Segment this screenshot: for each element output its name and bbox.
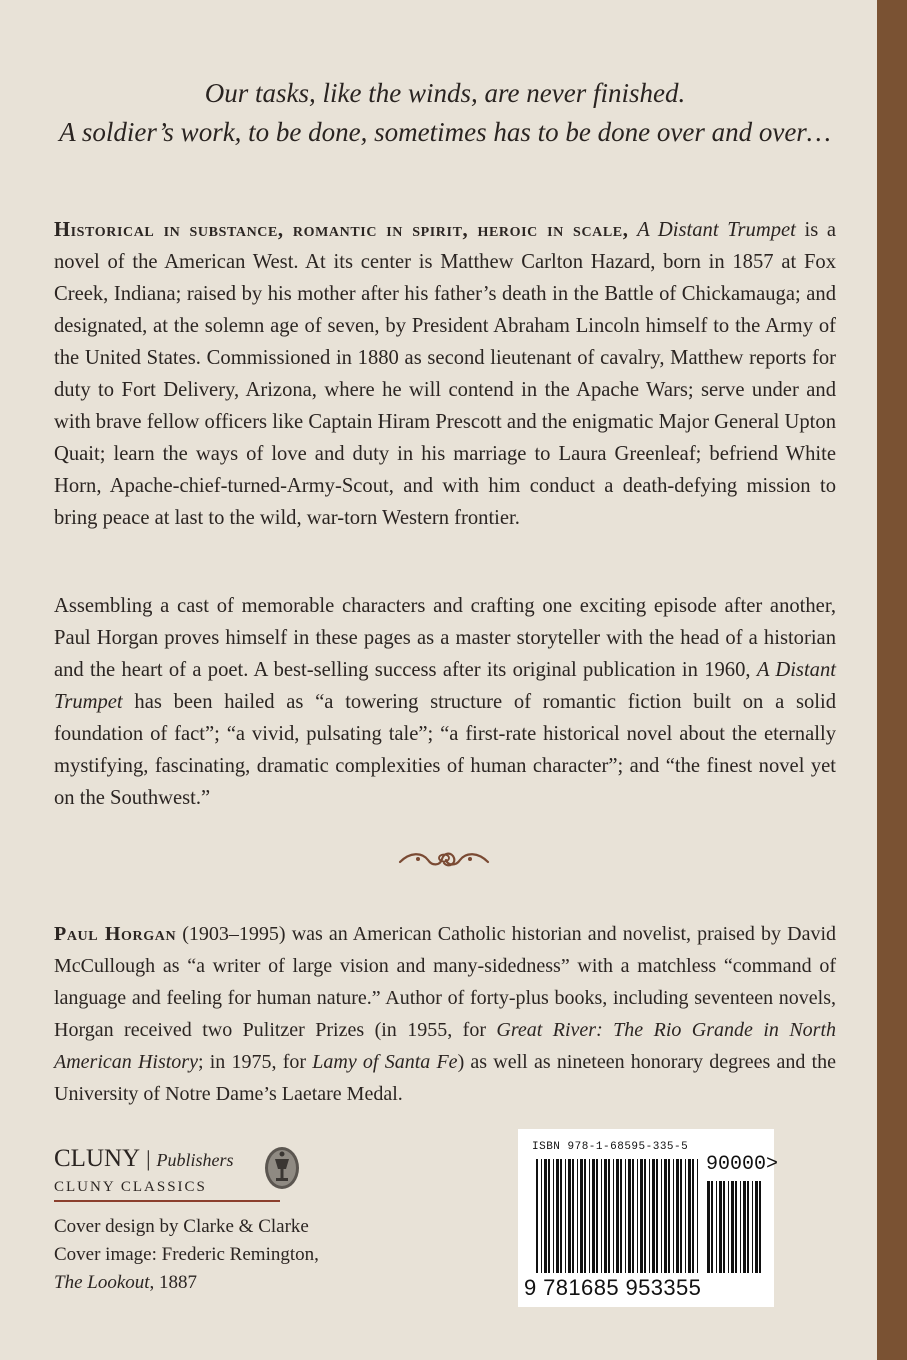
isbn-text: ISBN 978-1-68595-335-5 — [532, 1141, 689, 1153]
cover-credits — [54, 1213, 374, 1297]
publisher-name: CLUNY — [54, 1145, 141, 1172]
barcode-bar — [644, 1159, 646, 1273]
barcode-bar — [596, 1159, 598, 1273]
barcode-bar — [568, 1159, 571, 1273]
barcode-bar — [616, 1159, 619, 1273]
barcode-bar — [719, 1181, 722, 1273]
artwork-credit — [54, 1269, 374, 1297]
barcode-bar — [652, 1159, 655, 1273]
barcode-bar — [572, 1159, 574, 1273]
barcode-bar — [584, 1159, 586, 1273]
award-book-1: Great River: The Rio Grande in North American History — [54, 1019, 837, 1073]
barcode-bar — [692, 1159, 694, 1273]
description-body-2: Assembling a cast of memorable characters and crafting one exciting episode after another, Paul Horgan proves himself in these pages as a master storyteller with the head of a historian and the heart of a poet. A best-selling success after its original publication in 1960, — [54, 595, 836, 681]
addon-barcode-bars — [707, 1181, 765, 1273]
barcode-bar — [589, 1159, 590, 1273]
barcode-bar — [731, 1181, 734, 1273]
barcode-bar — [560, 1159, 562, 1273]
barcode-bar — [625, 1159, 626, 1273]
barcode-bar — [656, 1159, 658, 1273]
barcode-bar — [664, 1159, 667, 1273]
author-bio-text-2: ; in 1975, for — [197, 1051, 307, 1073]
barcode-bar — [688, 1159, 691, 1273]
description-lead: Historical in substance, romantic in spirit, heroic in scale, — [54, 219, 629, 241]
barcode-bar — [747, 1181, 749, 1273]
author-name: Paul Horgan — [54, 923, 177, 945]
barcode-bar — [632, 1159, 634, 1273]
barcode-bar — [752, 1181, 753, 1273]
barcode-bar — [716, 1181, 717, 1273]
award-book-2: Lamy of Santa Fe — [312, 1051, 458, 1073]
author-bio-text-1: (1903–1995) was an American Catholic historian and novelist, praised by David McCullough as “a writer of large vision and many-sidedness” with a matchless “command of language and feeling for human nature.” Author of forty-plus books, including seventeen novels, Horgan received two Pulitzer Prizes (in 1955, for — [54, 923, 836, 1041]
series-name: CLUNY CLASSICS — [54, 1179, 207, 1195]
barcode-bar — [661, 1159, 662, 1273]
publisher-seal-icon — [262, 1145, 302, 1191]
ean-barcode-bars — [536, 1159, 702, 1273]
description-paragraph-2 — [54, 590, 836, 814]
barcode-bar — [536, 1159, 538, 1273]
barcode-bar — [743, 1181, 746, 1273]
publisher-block — [54, 1144, 280, 1196]
barcode-bar — [707, 1181, 710, 1273]
barcode-bar — [613, 1159, 614, 1273]
barcode-bar — [640, 1159, 643, 1273]
book-title-ref-2: A Distant Trumpet — [54, 659, 836, 713]
artwork-year: , 1887 — [149, 1272, 198, 1293]
barcode-bar — [755, 1181, 758, 1273]
description-body: is a novel of the American West. At its center is Matthew Carlton Hazard, born in 1857 at Fox Creek, Indiana; raised by his mother after his father’s death in the Battle of Chickamauga; and designated, at the solemn age of seven, by President Abraham Lincoln himself to the Army of the United States. Commissioned in 1880 as second lieutenant of cavalry, Matthew reports for duty to Fort Delivery, Arizona, where he will contend in the Apache Wars; serve under and with brave fellow officers like Captain Hiram Prescott and the enigmatic Major General Upton Quait; learn the ways of love and duty in his marriage to Laura Greenleaf; befriend White Horn, Apache-chief-turned-Army-Scout, and with him conduct a death-defying mission to bring peace at last to the wild, war-torn Western frontier. — [54, 219, 836, 529]
barcode-bar — [649, 1159, 650, 1273]
book-title-ref: A Distant Trumpet — [637, 219, 796, 241]
author-bio — [54, 918, 836, 1110]
barcode-bar — [592, 1159, 595, 1273]
description-praise: has been hailed as “a towering structure of romantic fiction built on a solid foundation of fact”; “a vivid, pulsating tale”; “a first-rate historical novel about the eternally mystifying, fascinating, dramatic complexities of human character”; and “the finest novel yet on the Southwest.” — [54, 691, 836, 809]
publisher-rule — [54, 1200, 280, 1202]
tagline-line-1: Our tasks, like the winds, are never finished. — [204, 78, 686, 108]
barcode-bar — [685, 1159, 686, 1273]
barcode-bar — [728, 1181, 729, 1273]
barcode-bar — [544, 1159, 547, 1273]
barcode-bar — [723, 1181, 725, 1273]
barcode-bar — [601, 1159, 602, 1273]
barcode-bar — [548, 1159, 550, 1273]
isbn-barcode — [518, 1129, 779, 1307]
artwork-title: The Lookout — [54, 1272, 150, 1293]
barcode-bar — [541, 1159, 542, 1273]
price-code: 90000> — [706, 1153, 779, 1176]
tagline-line-2: A soldier’s work, to be done, sometimes has to be done over and over… — [59, 117, 831, 147]
barcode-bar — [637, 1159, 638, 1273]
flourish-ornament-icon — [398, 846, 490, 872]
barcode-bar — [580, 1159, 583, 1273]
description-paragraph-1 — [54, 214, 836, 534]
barcode-bar — [604, 1159, 607, 1273]
publisher-divider: | — [146, 1146, 151, 1171]
barcode-bar — [740, 1181, 741, 1273]
barcode-bar — [759, 1181, 761, 1273]
barcode-bar — [620, 1159, 622, 1273]
barcode-bar — [673, 1159, 674, 1273]
barcode-bar — [577, 1159, 578, 1273]
barcode-bar — [553, 1159, 554, 1273]
tagline — [40, 74, 850, 152]
barcode-digits: 9 781685 953355 — [524, 1275, 702, 1300]
cover-design-credit: Cover design by Clarke & Clarke — [54, 1216, 309, 1237]
cover-image-credit: Cover image: Frederic Remington, — [54, 1244, 319, 1265]
barcode-bar — [628, 1159, 631, 1273]
barcode-bar — [680, 1159, 682, 1273]
barcode-bar — [608, 1159, 610, 1273]
spine-strip — [877, 0, 907, 1360]
barcode-bar — [697, 1159, 698, 1273]
author-bio-text-3: ) as well as nineteen honorary degrees and the University of Notre Dame’s Laetare Medal. — [54, 1051, 836, 1105]
publisher-name-line — [54, 1144, 280, 1175]
barcode-bar — [556, 1159, 559, 1273]
barcode-bar — [711, 1181, 713, 1273]
barcode-bar — [565, 1159, 566, 1273]
barcode-bar — [668, 1159, 670, 1273]
publisher-label: Publishers — [156, 1150, 234, 1170]
barcode-bar — [735, 1181, 737, 1273]
barcode-bar — [676, 1159, 679, 1273]
